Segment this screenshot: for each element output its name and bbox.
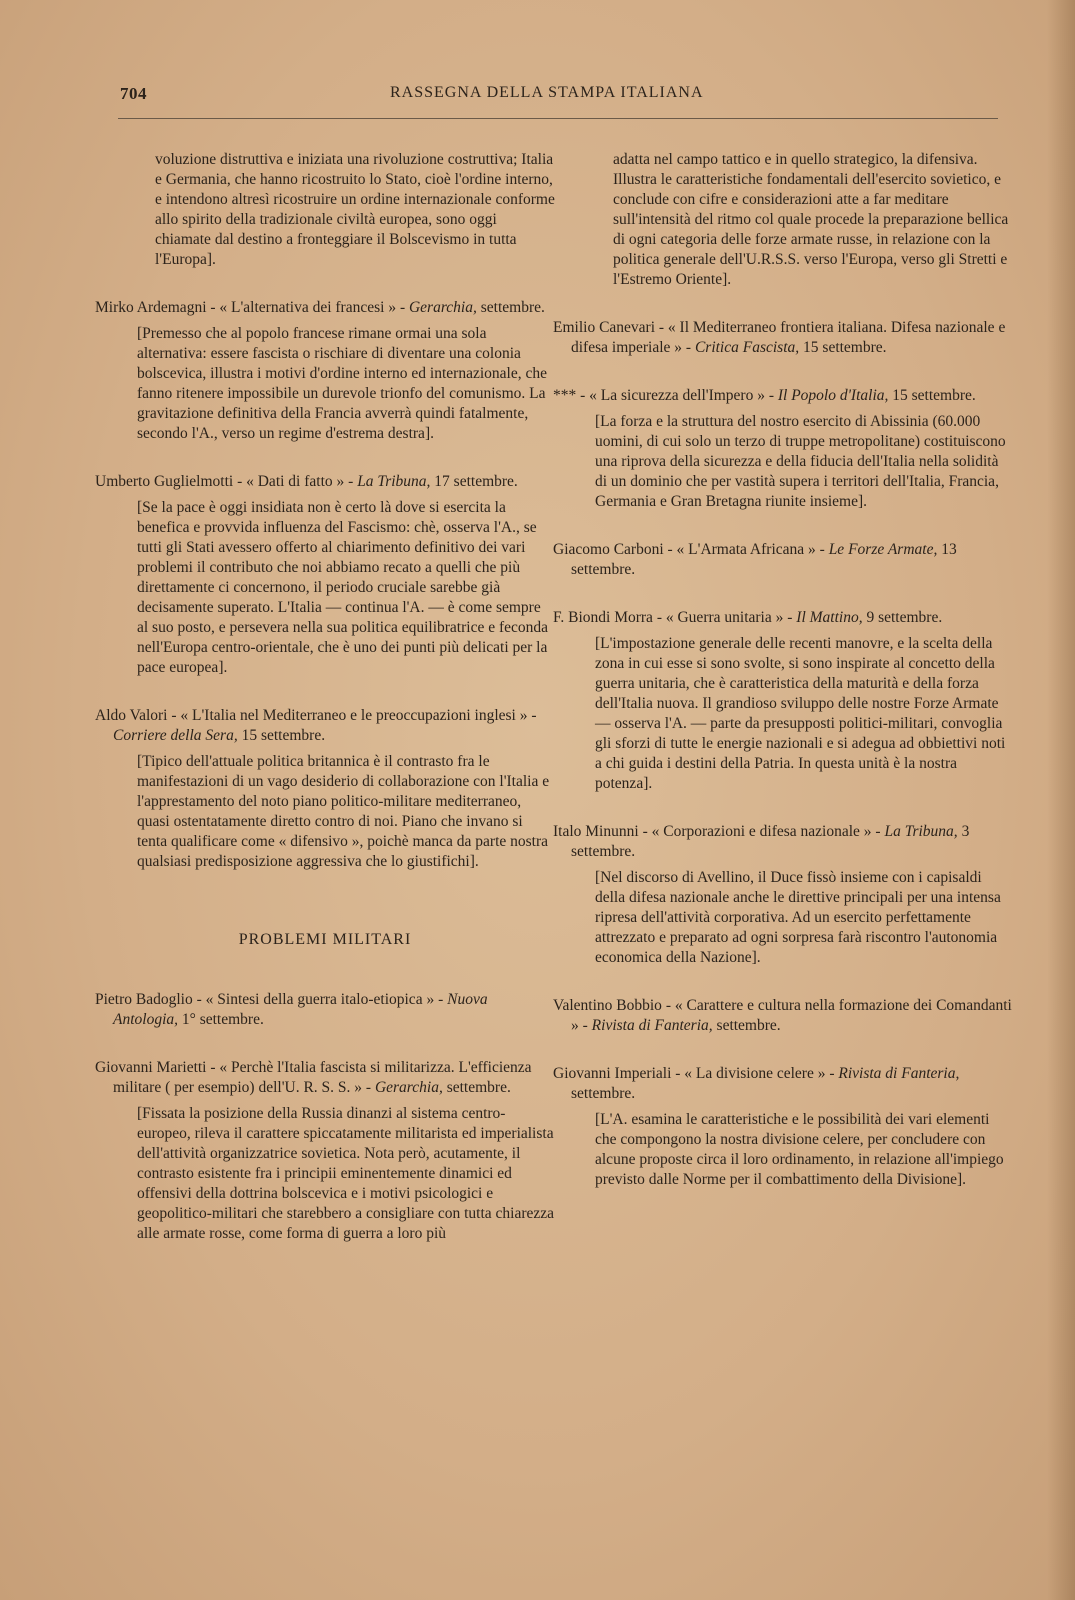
author: Emilio Canevari <box>553 319 656 336</box>
citation <box>95 472 555 492</box>
page-edge-shadow <box>1047 0 1075 1600</box>
bibliography-entry <box>95 706 555 872</box>
summary: [La forza e la struttura del nostro esercito di Abissinia (60.000 uomini, di cui solo un terzo di truppe metropolitane) costituiscono una riprova della sicurezza e della fiducia dell'Italia nella solidità di un dominio che per vastità supera i territori dell'Italia, Francia, Germania e Gran Bretagna riunite insieme]. <box>595 413 1006 510</box>
source: Il Popolo d'Italia, <box>777 387 889 404</box>
citation <box>95 706 555 746</box>
source: Corriere della Sera, <box>113 727 238 744</box>
date: 15 settembre. <box>803 339 887 356</box>
date: settembre. <box>716 1017 781 1034</box>
continuation-text: voluzione distruttiva e iniziata una rivoluzione costruttiva; Italia e Germania, che hanno ricostruito lo Stato, cioè l'ordine interno, e intendono altresì ricostruire un ordine internazionale conforme allo spirito della tradizionale civiltà europea, sono oggi chiamate dal destino a fronteggiare il Bolscevismo in tutta l'Europa]. <box>155 151 555 268</box>
author: Giacomo Carboni <box>553 541 664 558</box>
source: Rivista di Fanteria, <box>591 1017 713 1034</box>
bibliography-entry <box>553 540 1013 580</box>
summary: [L'A. esamina le caratteristiche e le possibilità dei vari elementi che compongono la nostra divisione celere, per concludere con alcune proposte circa il loro ordinamento, in relazione all'impiego previsto dalle Norme per il combattimento della Divisione]. <box>595 1111 1004 1188</box>
citation <box>553 822 1013 862</box>
bibliography-entry <box>95 990 555 1030</box>
summary: [Fissata la posizione della Russia dinanzi al sistema centro-europeo, rileva il carattere spiccatamente militarista ed imperialista dell'attività organizzatrice sovietica. Nota però, acutamente, il contrasto esistente fra i principii eminentemente dinamici ed offensivi della dottrina bolscevica e i motivi psicologici e geopolitico-militari che starebbero a consigliare con tutta chiarezza alle armate rosse, come forma di guerra a loro più <box>137 1105 555 1242</box>
date: 15 settembre. <box>241 727 326 744</box>
date: 15 settembre. <box>892 387 976 404</box>
citation <box>553 996 1013 1036</box>
bibliography-entry <box>95 298 555 444</box>
source: Il Mattino, <box>796 609 863 626</box>
article-title: - « L'Italia nel Mediterraneo e le preoccupazioni inglesi » - <box>171 707 537 724</box>
date: settembre. <box>571 1085 636 1102</box>
author: Giovanni Imperiali <box>553 1065 672 1082</box>
page-number: 704 <box>120 84 147 103</box>
citation <box>95 1058 555 1098</box>
date: settembre. <box>480 299 545 316</box>
source: La Tribuna, <box>884 823 958 840</box>
summary: [Se la pace è oggi insidiata non è certo là dove si esercita la benefica e provvida influenza del Fascismo: chè, osserva l'A., se tutti gli Stati avessero offerto al chiarimento definitivo dei vari problemi il contributo che noi abbiamo recato a quelli che più direttamente ci concernono, il periodo cruciale sarebbe già decisamente superato. L'Italia — continua l'A. — è come sempre al suo posto, e persevera nella sua politica equilibratrice e feconda nell'Europa centro-orientale, che è uno dei punti più delicati per la pace europea]. <box>137 499 549 676</box>
article-title: - « Perchè l'Italia fascista si militarizza. L'efficienza militare ( per esempio) dell'U. R. S. S. » - <box>113 1059 532 1096</box>
author: Aldo Valori <box>95 707 168 724</box>
page-header <box>118 84 998 119</box>
summary: [L'impostazione generale delle recenti manovre, e la scelta della zona in cui esse si sono svolte, si sono inspirate al concetto della guerra unitaria, che è caratteristica della maturità e della forza dell'Italia nuova. Il grandioso sviluppo delle nostre Forze Armate — osserva l'A. — parte da presupposti politici-militari, convoglia gli sforzi di tutte le energie nazionali e si adegua ad obbiettivi noti a chi guida i destini della Patria. In questa unità è la nostra potenza]. <box>595 635 1006 792</box>
date: 1° settembre. <box>181 1011 264 1028</box>
bibliography-entry <box>95 472 555 678</box>
article-title: - « Corporazioni e difesa nazionale » - <box>642 823 881 840</box>
article-title: - « La sicurezza dell'Impero » - <box>580 387 774 404</box>
article-title: - « Dati di fatto » - <box>237 473 354 490</box>
author: Mirko Ardemagni <box>95 299 207 316</box>
source: Rivista di Fanteria, <box>838 1065 960 1082</box>
citation <box>95 298 555 318</box>
left-column <box>95 150 555 1272</box>
article-title: - « Il Mediterraneo frontiera italiana. Difesa nazionale e difesa imperiale » - <box>571 319 1006 356</box>
running-title: RASSEGNA DELLA STAMPA ITALIANA <box>390 84 704 101</box>
bibliography-entry <box>553 996 1013 1036</box>
citation <box>553 540 1013 580</box>
author: Umberto Guglielmotti <box>95 473 234 490</box>
date: 17 settembre. <box>434 473 518 490</box>
author: Italo Minunni <box>553 823 639 840</box>
article-title: - « Sintesi della guerra italo-etiopica » - <box>196 991 444 1008</box>
author: Giovanni Marietti <box>95 1059 207 1076</box>
author: *** <box>553 387 577 404</box>
bibliography-entry <box>553 318 1013 358</box>
date: 13 settembre. <box>571 541 957 578</box>
summary: [Premesso che al popolo francese rimane ormai una sola alternativa: essere fascista o rischiare di diventare una colonia bolscevica, illustra i motivi d'ordine interno ed internazionale, che fanno ritenere impossibile un durevole trionfo del comunismo. La gravitazione definitiva della Francia avverrà quindi fatalmente, secondo l'A., verso un regime d'estrema destra]. <box>137 325 547 442</box>
date: 3 settembre. <box>571 823 970 860</box>
source: Critica Fascista, <box>694 339 800 356</box>
source: Gerarchia, <box>374 1079 443 1096</box>
source: La Tribuna, <box>357 473 431 490</box>
date: settembre. <box>446 1079 511 1096</box>
bibliography-entry <box>95 1058 555 1244</box>
bibliography-entry <box>553 608 1013 794</box>
source: Gerarchia, <box>408 299 477 316</box>
source: Le Forze Armate, <box>828 541 938 558</box>
author: Valentino Bobbio <box>553 997 662 1014</box>
article-title: - « Guerra unitaria » - <box>656 609 793 626</box>
author: Pietro Badoglio <box>95 991 193 1008</box>
bibliography-entry <box>553 386 1013 512</box>
article-title: - « L'alternativa dei francesi » - <box>210 299 406 316</box>
article-title: - « La divisione celere » - <box>675 1065 835 1082</box>
citation <box>553 1064 1013 1104</box>
author: F. Biondi Morra <box>553 609 653 626</box>
article-title: - « Carattere e cultura nella formazione dei Comandanti » - <box>571 997 1012 1034</box>
section-title: PROBLEMI MILITARI <box>238 931 412 948</box>
summary: [Tipico dell'attuale politica britannica è il contrasto fra le manifestazioni di un vago desiderio di collaborazione con l'Italia e l'apprestamento del noto piano politico-militare mediterraneo, quasi ostentatamente diretto contro di noi. Piano che invano si tenta qualificare come « difensivo », poichè manca da parte nostra qualsiasi predisposizione aggressiva che lo giustifichi]. <box>137 753 550 870</box>
citation <box>553 318 1013 358</box>
citation <box>553 386 1013 406</box>
citation <box>95 990 555 1030</box>
summary: [Nel discorso di Avellino, il Duce fissò insieme con i capisaldi della difesa nazionale anche le direttive principali per una intensa ripresa dell'attività corporativa. Ad un esercito perfettamente attrezzato e preparato ad ogni sorpresa farà riscontro l'autonomia economica della Nazione]. <box>595 869 1001 966</box>
date: 9 settembre. <box>866 609 943 626</box>
continuation-text: adatta nel campo tattico e in quello strategico, la difensiva. Illustra le caratteristiche fondamentali dell'esercito sovietico, e conclude con cifre e considerazioni atte a far meditare sull'intensità del ritmo col quale procede la preparazione bellica di ogni categoria delle forze armate russe, in relazione con la politica generale dell'U.R.S.S. verso l'Europa, verso gli Stretti e l'Estremo Oriente]. <box>613 151 1009 288</box>
citation <box>553 608 1013 628</box>
bibliography-entry <box>553 1064 1013 1190</box>
bibliography-entry <box>553 822 1013 968</box>
article-title: - « L'Armata Africana » - <box>667 541 825 558</box>
right-column <box>553 150 1013 1218</box>
source: Nuova Antologia, <box>113 991 488 1028</box>
